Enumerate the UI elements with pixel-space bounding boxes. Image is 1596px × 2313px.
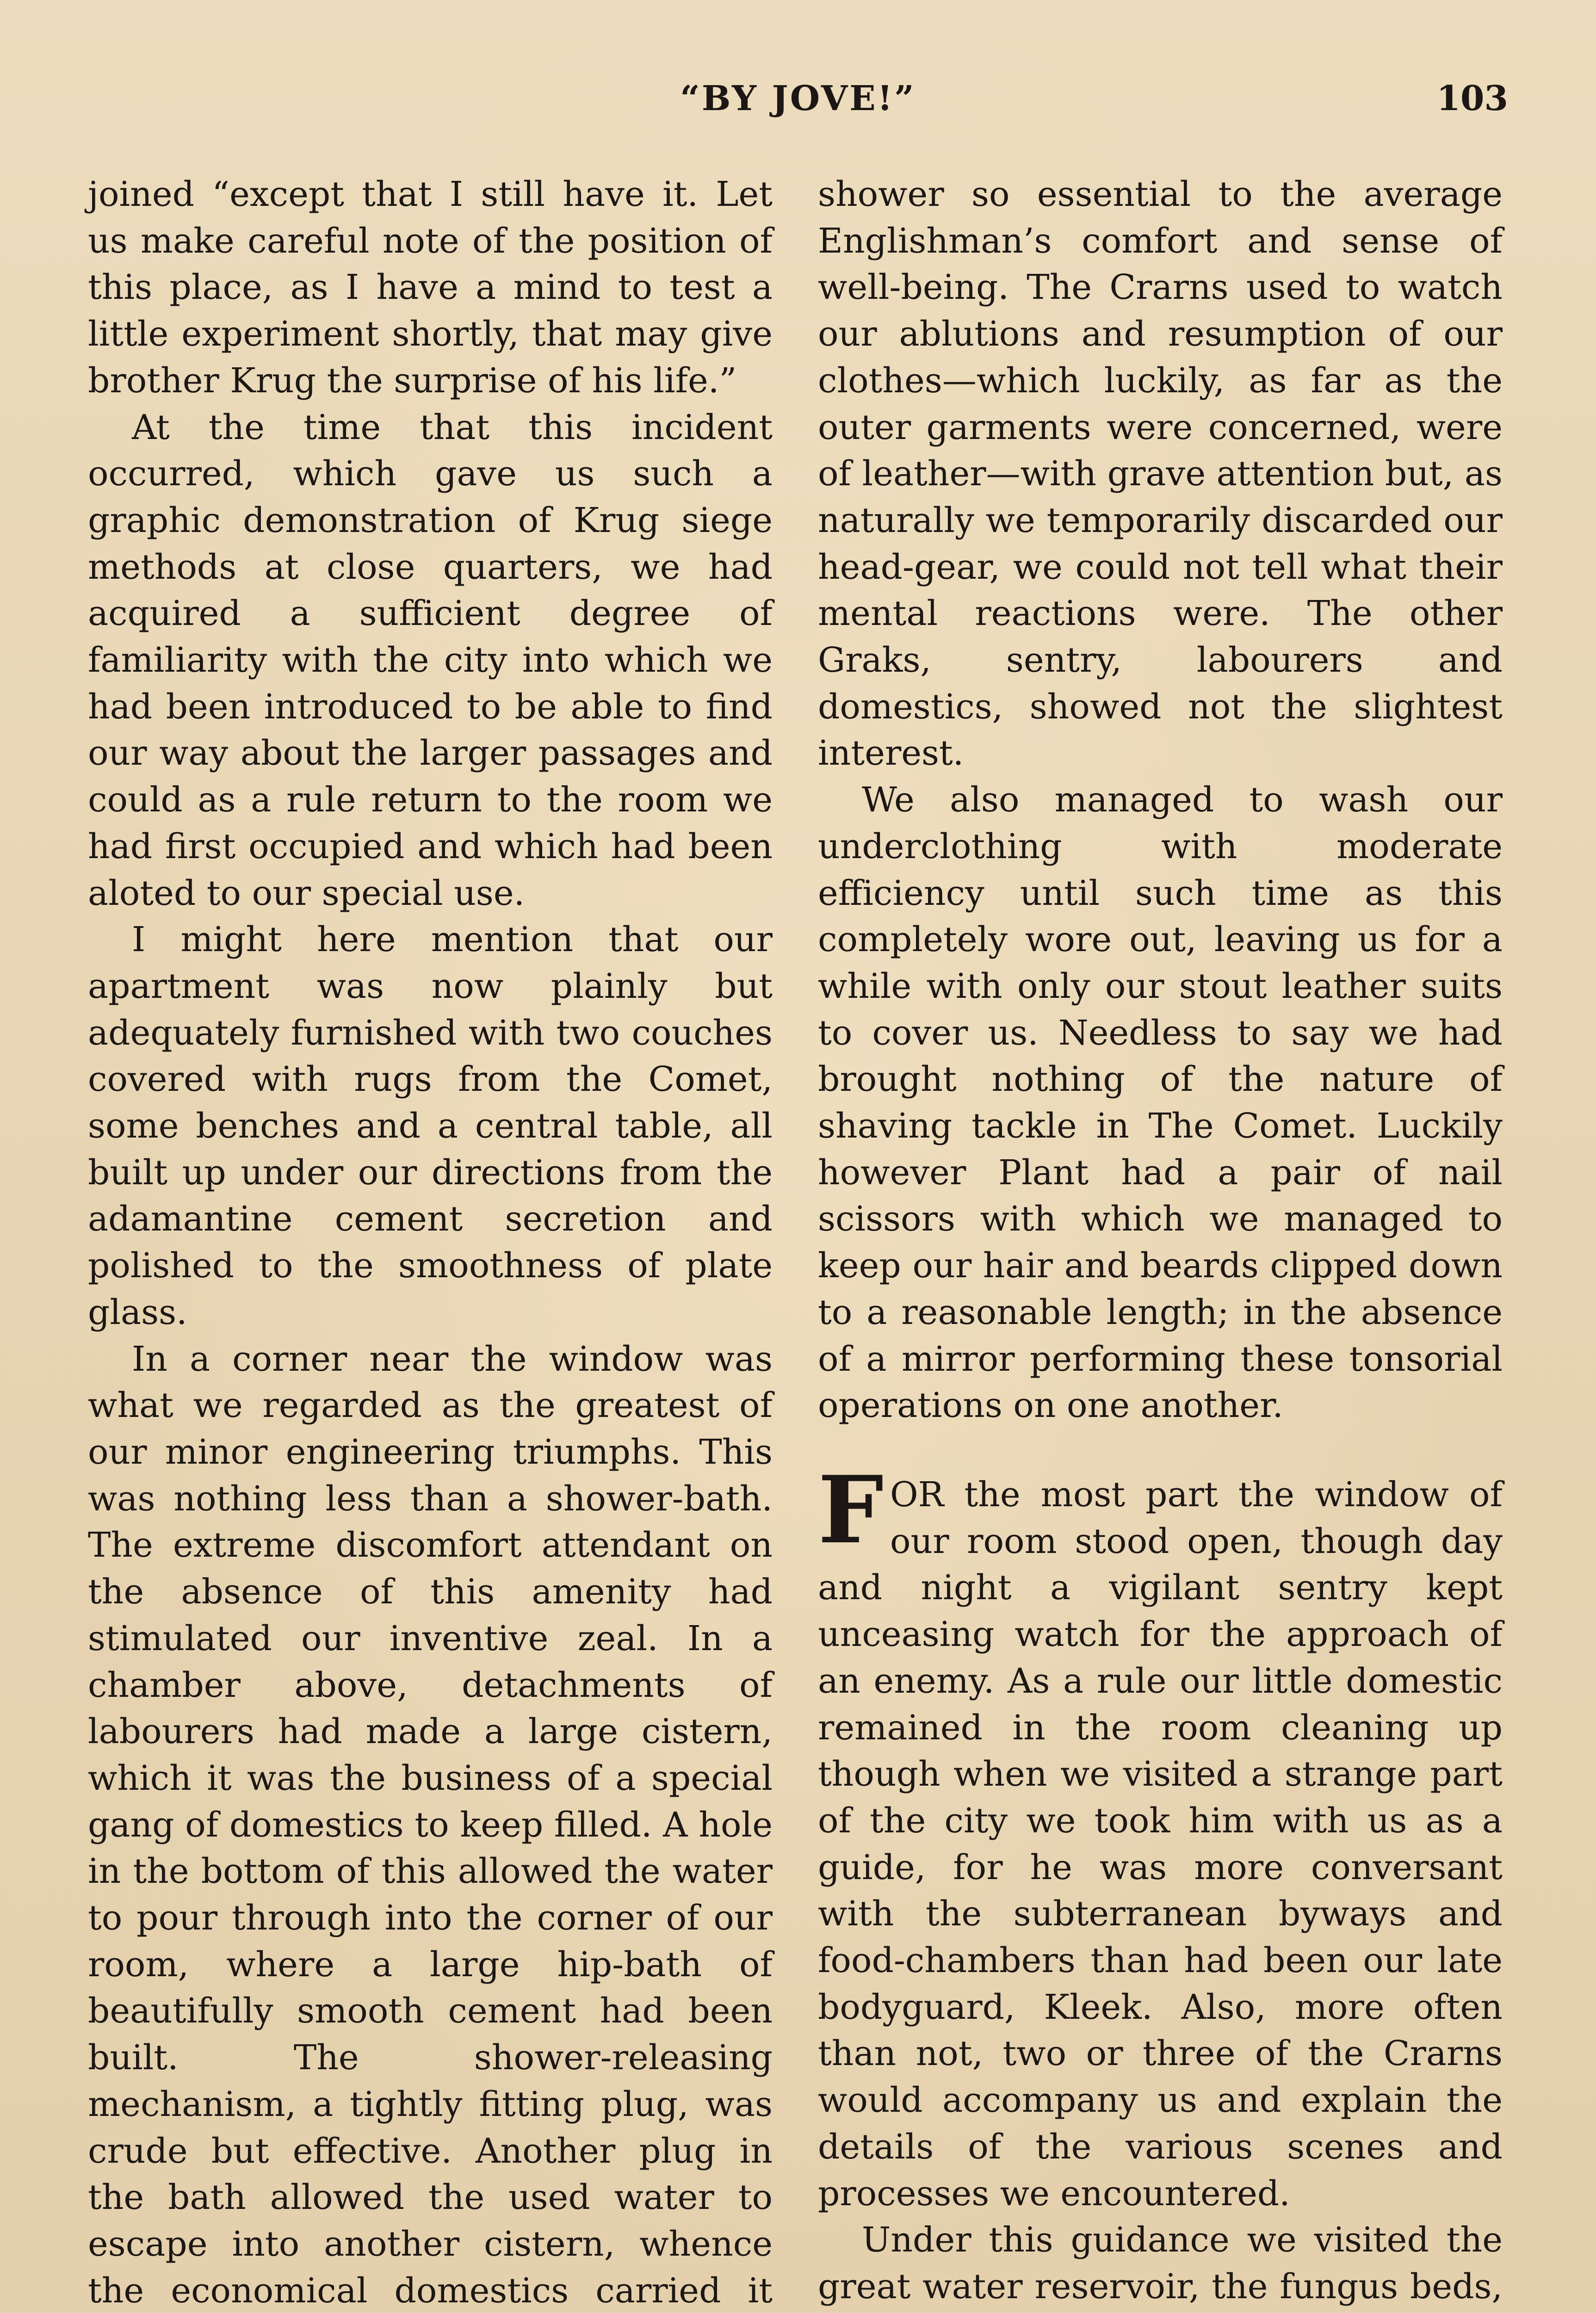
paragraph-text: OR the most part the window of our room stood open, though day and night a vigilant sentry kept unceasing watch for the approach of an enemy. As a rule our little domestic remained in the room cleaning up though when we visited a strange part of the city we took him with us as a guide, for he was more conversant with the subterranean byways and food-chambers than had been our late bodyguard, Kleek. Also, more often than not, two or three of the Crarns would accompany us and explain the details of the various scenes and processes we encountered. bbox=[818, 1474, 1503, 2214]
drop-cap: F bbox=[818, 1455, 884, 1565]
paragraph: At the time that this incident occurred, which gave us such a graphic demonstration of Krug siege methods at close quarters, we had acquired a sufficient degree of familiarity with the city into which we had been introduced to be able to find our way about the larger passages and could as a rule return to the room we had first occupied and which had been aloted to our special use. bbox=[88, 407, 773, 913]
paragraph: In a corner near the window was what we regarded as the greatest of our minor engineering triumphs. This was nothing less than a shower-bath. The extreme discomfort attendant on the absence of this amenity had stimulated our inventive zeal. In a chamber above, detachments of labourers had made a large cistern, which it was the business of a special gang of domestics to keep filled. A hole in the bottom of this allowed the water to pour through into the corner of our room, where a large hip-bath of beautifully smooth cement had been built. The shower-releasing mechanism, a tightly fitting plug, was crude but effective. Another plug in the bath allowed the used water to escape into another cistern, whence the economical domestics carried it bbox=[88, 1339, 773, 2311]
section-opening-paragraph bbox=[818, 1455, 1503, 2217]
paragraph: shower so essential to the average Englishman’s comfort and sense of well-being. The Crarns used to watch our ablutions and resumption of our clothes—which luckily, as far as the outer garments were concerned, were of leather—with grave attention but, as naturally we temporarily discarded our head-gear, we could not tell what their mental reactions were. The other Graks, sentry, labourers and domestics, showed not the slightest interest. bbox=[818, 174, 1503, 773]
page-number: 103 bbox=[1436, 79, 1508, 118]
left-column bbox=[88, 171, 773, 2313]
paragraph: Under this guidance we visited the great water reservoir, the fungus beds, bbox=[818, 2220, 1503, 2307]
paragraph: joined “except that I still have it. Let us make careful note of the position of this place, as I have a mind to test a little experiment shortly, that may give brother Krug the surprise of his life.” bbox=[88, 174, 773, 401]
section-break bbox=[818, 1429, 1503, 1472]
paragraph: I might here mention that our apartment was now plainly but adequately furnished with two couches covered with rugs from the Comet, some benches and a central table, all built up under our directions from the adamantine cement secretion and polished to the smoothness of plate glass. bbox=[88, 920, 773, 1332]
right-column bbox=[818, 171, 1503, 2313]
running-title: “BY JOVE!” bbox=[680, 79, 916, 118]
paragraph: We also managed to wash our underclothing with moderate efficiency until such time as this completely wore out, leaving us for a while with only our stout leather suits to cover us. Needless to say we had brought nothing of the nature of shaving tackle in The Comet. Luckily however Plant had a pair of nail scissors with which we managed to keep our hair and beards clipped down to a reasonable length; in the absence of a mirror performing these tonsorial operations on one another. bbox=[818, 780, 1503, 1426]
page-header bbox=[88, 79, 1508, 130]
